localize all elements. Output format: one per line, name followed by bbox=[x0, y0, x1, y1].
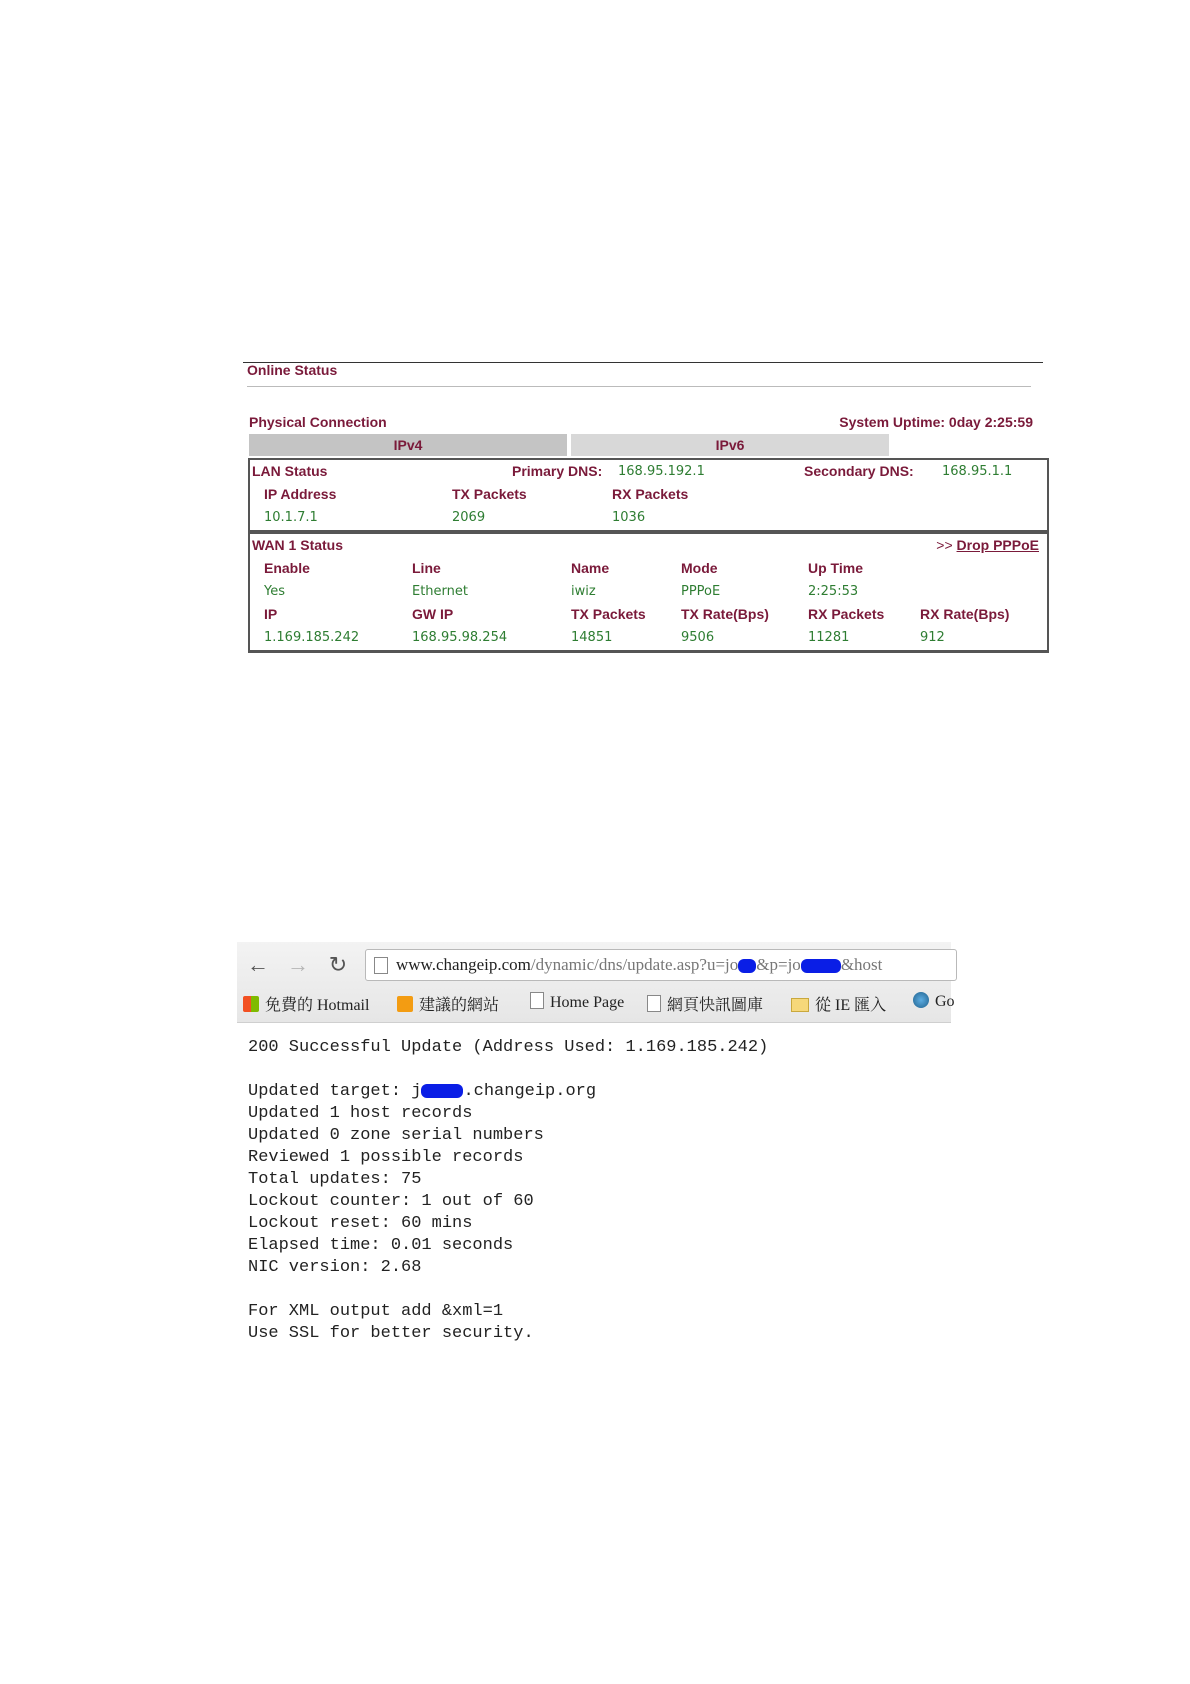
url-path-1: /dynamic/dns/update.asp?u=jo bbox=[530, 955, 739, 974]
lan-rx-packets: 1036 bbox=[612, 510, 646, 525]
lan-ip-address: 10.1.7.1 bbox=[264, 510, 318, 525]
wan-header-tx-packets: TX Packets bbox=[571, 606, 646, 622]
url-path-3: &host bbox=[840, 955, 883, 974]
output-line: Updated 1 host records bbox=[248, 1104, 473, 1123]
bookmarks-bar bbox=[237, 988, 955, 1016]
wan-ip: 1.169.185.242 bbox=[264, 630, 360, 645]
output-line: Total updates: 75 bbox=[248, 1170, 422, 1189]
wan-gw-ip: 168.95.98.254 bbox=[412, 630, 508, 645]
wan-header-ip: IP bbox=[264, 606, 278, 622]
bookmark-imported-from-ie[interactable]: 從 IE 匯入 bbox=[791, 992, 886, 1015]
footer-line: Use SSL for better security. bbox=[248, 1324, 534, 1343]
footer-line: For XML output add &xml=1 bbox=[248, 1302, 504, 1321]
redacted-password bbox=[801, 959, 841, 973]
secondary-dns-label: Secondary DNS: bbox=[804, 463, 914, 479]
wan-tx-packets: 14851 bbox=[571, 630, 613, 645]
lan-status-box bbox=[248, 458, 1049, 532]
reload-icon[interactable]: ↻ bbox=[328, 952, 348, 977]
page-icon bbox=[530, 992, 544, 1009]
updated-target-line bbox=[248, 1082, 596, 1101]
target-suffix: .changeip.org bbox=[463, 1082, 597, 1101]
target-prefix: Updated target: j bbox=[248, 1082, 422, 1101]
wan-header-rx-rate: RX Rate(Bps) bbox=[920, 606, 1010, 622]
output-line: Lockout reset: 60 mins bbox=[248, 1214, 473, 1233]
wan-header-up-time: Up Time bbox=[808, 560, 863, 576]
back-arrow-icon[interactable]: ← bbox=[247, 952, 269, 977]
lan-header-ip-address: IP Address bbox=[264, 486, 337, 502]
lan-header-tx-packets: TX Packets bbox=[452, 486, 527, 502]
online-status-panel bbox=[243, 362, 1043, 662]
wan-header-gw-ip: GW IP bbox=[412, 606, 454, 622]
wan-rx-packets: 11281 bbox=[808, 630, 850, 645]
wan-header-rx-packets: RX Packets bbox=[808, 606, 885, 622]
url-host: www.changeip.com bbox=[396, 955, 531, 974]
suggested-sites-icon bbox=[397, 996, 413, 1012]
bookmark-web-slice-gallery[interactable]: 網頁快訊圖庫 bbox=[647, 992, 763, 1015]
windows-logo-icon bbox=[243, 996, 259, 1012]
drop-prefix: >> bbox=[936, 537, 953, 553]
forward-arrow-icon[interactable]: → bbox=[287, 952, 309, 977]
wan-mode: PPPoE bbox=[681, 584, 721, 599]
system-uptime: System Uptime: 0day 2:25:59 bbox=[839, 414, 1033, 430]
wan-up-time: 2:25:53 bbox=[808, 584, 859, 599]
secondary-dns-value: 168.95.1.1 bbox=[942, 464, 1013, 479]
globe-icon bbox=[913, 992, 929, 1008]
url-path-2: &p=jo bbox=[756, 955, 801, 974]
lan-header-rx-packets: RX Packets bbox=[612, 486, 689, 502]
wan-header-mode: Mode bbox=[681, 560, 718, 576]
wan-name: iwiz bbox=[571, 584, 596, 599]
output-line: Elapsed time: 0.01 seconds bbox=[248, 1236, 514, 1255]
page-icon bbox=[374, 957, 388, 974]
page-icon bbox=[647, 995, 661, 1012]
wan-tx-rate: 9506 bbox=[681, 630, 715, 645]
output-line: Reviewed 1 possible records bbox=[248, 1148, 524, 1167]
primary-dns-value: 168.95.192.1 bbox=[618, 464, 705, 479]
redacted-username bbox=[738, 959, 756, 973]
bookmark-hotmail[interactable]: 免費的 Hotmail bbox=[243, 992, 369, 1015]
tab-ipv4[interactable]: IPv4 bbox=[249, 434, 567, 456]
drop-pppoe-link[interactable]: Drop PPPoE bbox=[956, 537, 1039, 553]
lan-status-heading: LAN Status bbox=[252, 463, 328, 479]
tab-ipv6[interactable]: IPv6 bbox=[571, 434, 889, 456]
wan-header-tx-rate: TX Rate(Bps) bbox=[681, 606, 769, 622]
wan-rx-rate: 912 bbox=[920, 630, 945, 645]
redacted-hostname bbox=[421, 1084, 463, 1098]
wan-header-name: Name bbox=[571, 560, 610, 576]
title-underline bbox=[247, 386, 1031, 387]
wan-enable: Yes bbox=[264, 584, 285, 599]
top-divider bbox=[243, 362, 1043, 363]
physical-connection-label: Physical Connection bbox=[249, 414, 387, 430]
wan-line: Ethernet bbox=[412, 584, 468, 599]
folder-icon bbox=[791, 998, 809, 1012]
wan-header-line: Line bbox=[412, 560, 441, 576]
output-line: Lockout counter: 1 out of 60 bbox=[248, 1192, 534, 1211]
browser-toolbar bbox=[237, 942, 955, 1023]
lan-tx-packets: 2069 bbox=[452, 510, 486, 525]
url-text bbox=[396, 955, 882, 975]
bookmark-go[interactable]: Go bbox=[913, 992, 955, 1011]
wan-status-box bbox=[248, 532, 1049, 653]
bookmark-home-page[interactable]: Home Page bbox=[530, 992, 624, 1012]
output-line: Updated 0 zone serial numbers bbox=[248, 1126, 544, 1145]
wan-status-heading: WAN 1 Status bbox=[252, 537, 344, 553]
update-result-line: 200 Successful Update (Address Used: 1.169.185.242) bbox=[248, 1038, 769, 1057]
bookmark-suggested-sites[interactable]: 建議的網站 bbox=[397, 992, 499, 1015]
primary-dns-label: Primary DNS: bbox=[512, 463, 603, 479]
drop-pppoe-container bbox=[936, 537, 1039, 553]
wan-header-enable: Enable bbox=[264, 560, 310, 576]
address-bar[interactable] bbox=[365, 949, 957, 981]
online-status-title: Online Status bbox=[247, 362, 338, 378]
browser-screenshot bbox=[237, 942, 955, 1343]
output-line: NIC version: 2.68 bbox=[248, 1258, 422, 1277]
